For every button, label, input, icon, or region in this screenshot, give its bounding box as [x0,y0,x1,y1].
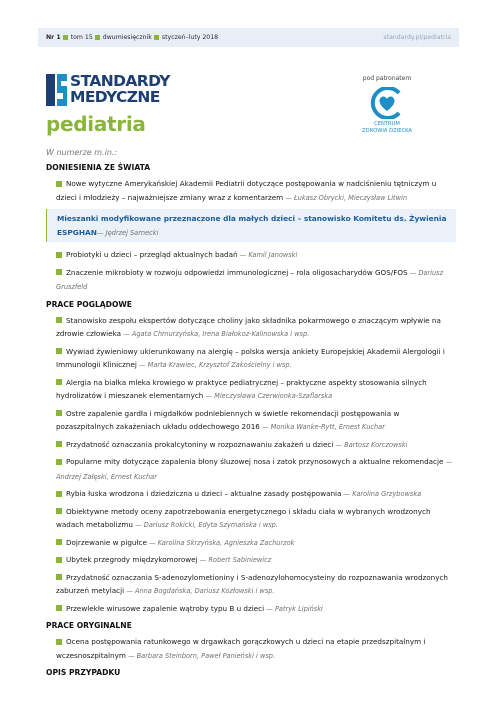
article-title: Obiektywne metody oceny zapotrzebowania energetycznego i składu ciała w wybranych wrodzonych wadach metabolizmu [56,506,431,529]
bullet-square-icon [56,508,62,514]
article-item[interactable] [46,571,456,599]
article-title: Probiotyki u dzieci – przegląd aktualnych badań [66,250,238,259]
article-title: Popularne mity dotyczące zapalenia błony śluzowej nosa i zatok przynosowych a aktualne rekomendacje [66,457,444,466]
article-item[interactable] [46,248,456,263]
article-authors: Andrzej Załęski, Ernest Kuchar [56,472,157,481]
article-item[interactable] [46,505,456,533]
brand-name [70,73,170,105]
bullet-square-icon [56,459,62,465]
author-separator: — [443,458,453,466]
article-title: Stanowisko zespołu ekspertów dotyczące choliny jako składnika pokarmowego o znaczącym wpływie na zdrowie człowieka [56,315,441,338]
bullet-square-icon [56,410,62,416]
article-title: Przydatność oznaczania S-adenozylometioniny i S-adenozylohomocysteiny do rozpoznawania wrodzonych zaburzeń metylacji [56,572,448,595]
author-separator: — [407,268,419,277]
author-separator: — [341,490,353,498]
article-item[interactable] [46,602,456,617]
article-title: Ubytek przegrody międzykomorowej [66,555,198,564]
author-separator: — [197,556,209,564]
volume: tom 15 [70,34,93,41]
bullet-square-icon [56,181,62,187]
article-authors: Dariusz Rokicki, Edyta Szymańska i wsp. [143,521,278,529]
journal-title: pediatria [46,112,146,136]
issue-date: styczeń–luty 2018 [161,34,219,41]
issue-info-bar [38,28,459,47]
article-authors: Agata Chmurzyńska, Irena Białokoz-Kalinowska i wsp. [131,330,310,338]
section-heading: OPIS PRZYPADKU [46,668,121,677]
toc-sections [46,163,456,677]
article-title: Znaczenie mikrobioty w rozwoju odpowiedzi immunologicznej – rola oligosacharydów GOS/FOS [66,267,408,277]
section-heading: PRACE POGLĄDOWE [46,299,132,309]
author-separator: — [203,392,215,400]
article-title: Przydatność oznaczania prokalcytoniny w rozpoznawaniu zakażeń u dzieci [66,439,334,449]
table-of-contents [46,148,456,682]
article-authors: Robert Sabiniewicz [208,556,272,564]
patronage-label: pod patronatem [362,75,412,82]
article-item[interactable] [46,314,456,342]
article-item[interactable] [46,455,456,484]
article-item[interactable] [46,407,456,435]
author-separator: — [136,361,148,369]
featured-article[interactable] [46,209,456,242]
author-separator: — [283,193,294,202]
article-title: Mieszanki modyfikowane przeznaczone dla małych dzieci – stanowisko Komitetu ds. Żywienia ESPGHAN [57,214,447,237]
bullet-square-icon [56,441,62,447]
article-item[interactable] [46,266,456,295]
logo-mark-icon [46,74,67,106]
bullet-square-icon [56,557,62,563]
bullet-square-icon [56,574,62,580]
bullet-square-icon [56,539,62,545]
article-authors: Monika Wanke-Rytt, Ernest Kuchar [270,423,385,431]
bullet-square-icon [56,252,62,258]
bullet-square-icon [63,35,68,40]
article-item[interactable] [46,438,456,453]
brand-line-1: STANDARDY [70,72,170,90]
bullet-square-icon [154,35,159,40]
bullet-square-icon [56,379,62,385]
author-separator: — [132,521,144,529]
website-link[interactable]: standardy.pl/pediatria [383,34,451,41]
author-separator: — [125,651,137,660]
article-item[interactable] [46,635,456,663]
brand-line-2: MEDYCZNE [70,88,160,106]
patronage-block [355,75,419,135]
intro-text: W numerze m.in.: [46,148,118,157]
article-authors: Karolina Grzybowska [352,490,422,498]
author-separator: — [333,440,345,449]
article-authors: Dariusz Gruszfeld [56,268,444,291]
author-separator: — [124,587,135,595]
patronage-org-line-2: ZDROWIA DZIECKA [362,128,412,134]
article-item[interactable] [46,376,456,404]
article-item[interactable] [46,177,456,205]
article-item[interactable] [46,536,456,551]
patronage-org-line-1: CENTRUM [374,121,400,127]
article-title: Alergia na białka mleka krowiego w praktyce pediatrycznej – praktyczne aspekty stosowania silnych hydrolizatów i mieszanek elementarnych [56,377,427,400]
article-authors: Kamil Janowski [248,251,298,259]
article-authors: Patryk Lipiński [274,604,323,613]
article-item[interactable] [46,553,456,568]
article-authors: Marta Krawiec, Krzysztof Zakościelny i wsp. [147,361,292,369]
czd-logo-icon [369,87,405,119]
article-title: Dojrzewanie w pigułce [66,537,147,547]
article-title: Ocena postępowania ratunkowego w drgawkach gorączkowych u dzieci na etapie przedszpitalnym i wczesnoszpitalnym [56,637,426,660]
article-authors: Karolina Skrzyńska, Agnieszka Zachurzok [157,538,295,547]
author-separator: — [146,538,158,547]
section-heading: DONIESIENIA ZE ŚWIATA [46,163,151,172]
section-heading: PRACE ORYGINALNE [46,621,132,630]
article-title: Wywiad żywieniowy ukierunkowany na alergię – polska wersja ankiety Europejskiej Akademii Alergologii i Immunologii Klinicznej [56,346,445,369]
author-separator: — [121,330,132,338]
article-item[interactable] [46,487,456,502]
bullet-square-icon [56,348,62,354]
author-separator: — [259,423,271,431]
article-title: Rybia łuska wrodzona i dziedziczna u dzieci – aktualne zasady postępowania [66,489,342,498]
article-title: Przewlekłe wirusowe zapalenie wątroby typu B u dzieci [66,603,265,613]
issue-number: Nr 1 [46,34,61,41]
article-authors: Bartosz Korczowski [344,440,408,449]
article-authors: Mieczysława Czerwionka-Szaflarska [214,392,333,400]
standardy-medyczne-logo [46,72,206,108]
article-authors: Barbara Steinborn, Paweł Panieński i wsp. [136,651,276,660]
bullet-square-icon [56,605,62,611]
frequency: dwumiesięcznik [102,34,152,41]
bullet-square-icon [56,317,62,323]
author-separator: — [264,604,275,613]
article-authors: Anna Bogdańska, Dariusz Kozłowski i wsp. [134,587,275,595]
article-title: Nowe wytyczne Amerykańskiej Akademii Pediatrii dotyczące postępowania w nadciśnieniu tętniczym u dzieci i młodzieży – najważniejsze zmiany wraz z komentarzem [56,179,437,202]
bullet-square-icon [56,639,62,645]
author-separator: — [96,229,106,237]
article-authors: Jędrzej Sarnecki [105,229,159,237]
bullet-square-icon [56,491,62,497]
bullet-square-icon [56,269,62,275]
article-title: Ostre zapalenie gardła i migdałków podniebiennych w świetle rekomendacji postępowania w pozaszpitalnych zakażeniach układu oddechowego 2016 [56,408,400,431]
bullet-square-icon [95,35,100,40]
author-separator: — [237,251,249,259]
article-item[interactable] [46,345,456,373]
article-authors: Łukasz Obrycki, Mieczysław Litwin [293,193,408,202]
